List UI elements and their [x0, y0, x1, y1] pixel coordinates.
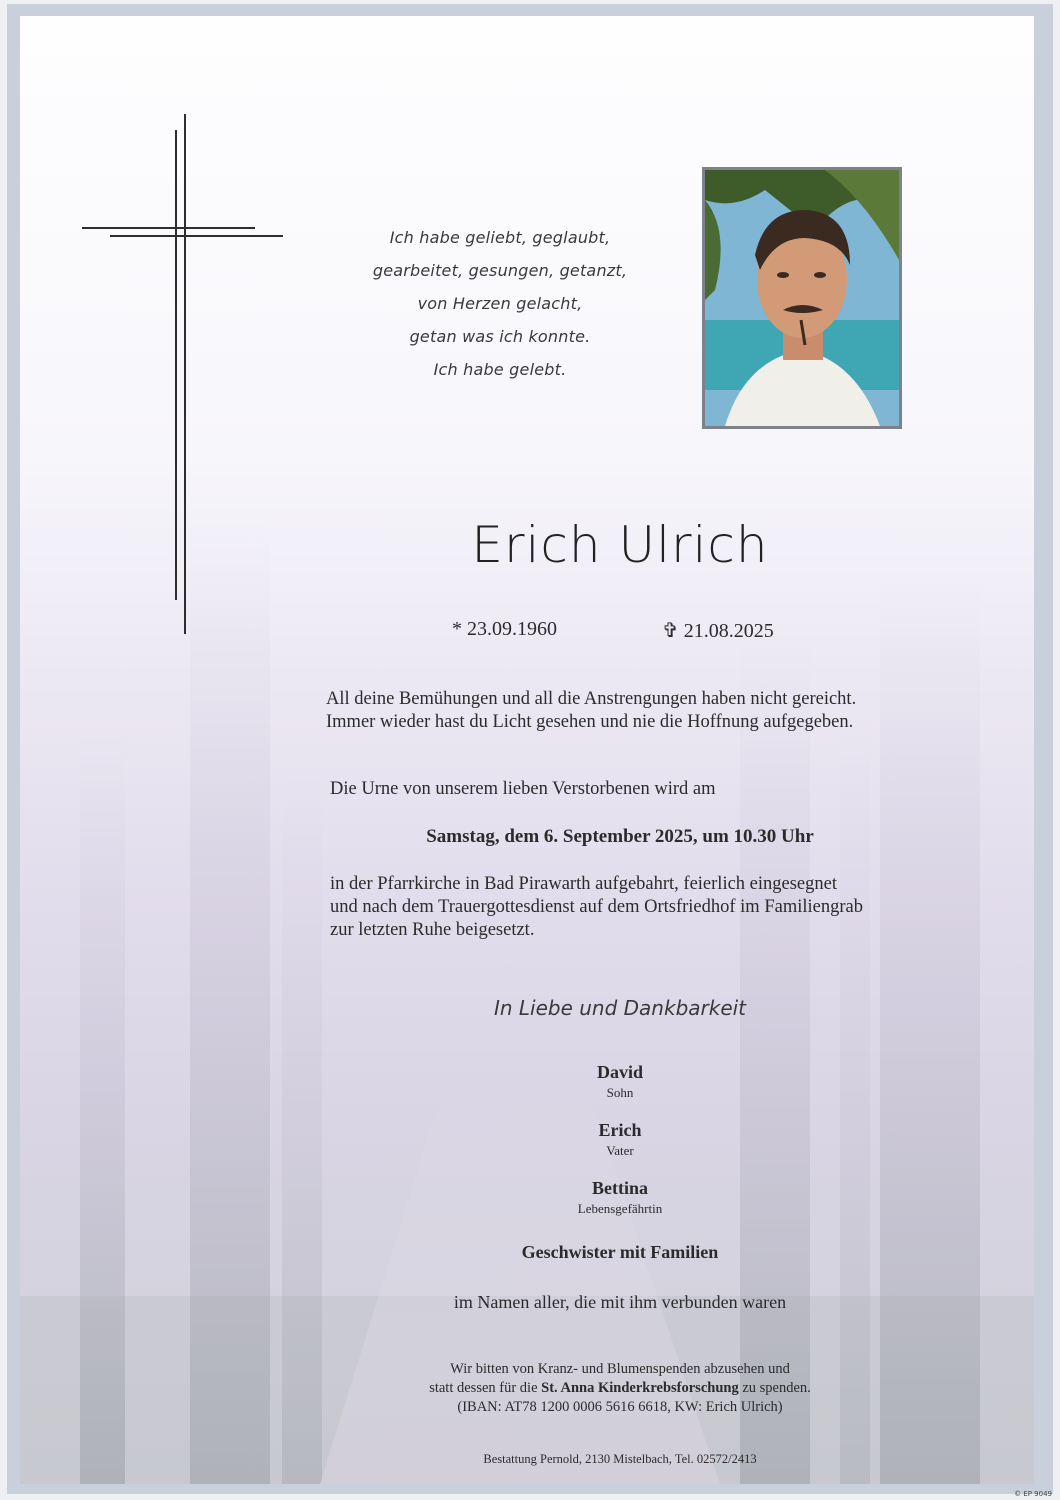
mourner-name: Erich [598, 1120, 642, 1140]
mourners-heading: In Liebe und Dankbarkeit [493, 996, 747, 1020]
memorial-quote [350, 221, 650, 386]
tribute-text [326, 688, 856, 734]
mourner-relation: Sohn [606, 1085, 634, 1100]
mourner-relation: Lebensgefährtin [577, 1201, 663, 1216]
quote-line: von Herzen gelacht, [417, 294, 583, 313]
quote-line: Ich habe geliebt, geglaubt, [389, 228, 611, 247]
undertaker-info: Bestattung Pernold, 2130 Mistelbach, Tel. 02572/2413 [483, 1452, 757, 1466]
tribute-line: All deine Bemühungen und all die Anstrengungen haben nicht gereicht. [326, 689, 857, 709]
mourner-name: Bettina [592, 1178, 648, 1198]
birth-date: * 23.09.1960 [452, 618, 557, 640]
tribute-line: Immer wieder hast du Licht gesehen und nie die Hoffnung aufgegeben. [326, 712, 854, 732]
mourner-relation: Vater [606, 1143, 634, 1158]
deceased-name: Erich Ulrich [471, 516, 769, 574]
donation-text: statt dessen für die [429, 1380, 542, 1396]
portrait-photo [702, 167, 902, 429]
ceremony-detail-line: in der Pfarrkirche in Bad Pirawarth aufgebahrt, feierlich eingesegnet [330, 874, 837, 894]
donation-text: zu spenden. [738, 1380, 811, 1396]
copyright-note: © EP 9049 [1014, 1490, 1052, 1498]
ceremony-detail-line: zur letzten Ruhe beigesetzt. [330, 920, 535, 940]
all-mourners-line: im Namen aller, die mit ihm verbunden waren [453, 1292, 787, 1312]
ceremony-detail-line: und nach dem Trauergottesdienst auf dem Ortsfriedhof im Familiengrab [330, 897, 863, 917]
obituary-page [20, 16, 1034, 1484]
donation-line: Wir bitten von Kranz- und Blumenspenden abzusehen und [450, 1361, 790, 1377]
donation-line [220, 1379, 1020, 1398]
quote-line: getan was ich konnte. [409, 327, 591, 346]
ceremony-intro: Die Urne von unserem lieben Verstorbenen wird am [330, 779, 716, 799]
donation-line: (IBAN: AT78 1200 0006 5616 6618, KW: Erich Ulrich) [457, 1399, 783, 1415]
quote-line: Ich habe gelebt. [433, 360, 567, 379]
mourner-name: David [596, 1062, 643, 1082]
charity-name: St. Anna Kinderkrebsforschung [541, 1380, 739, 1396]
death-date: ✞ 21.08.2025 [662, 620, 774, 642]
siblings-line: Geschwister mit Familien [521, 1242, 719, 1262]
ceremony-details [330, 873, 863, 942]
ceremony-date-time: Samstag, dem 6. September 2025, um 10.30 Uhr [426, 826, 814, 847]
quote-line: gearbeitet, gesungen, getanzt, [372, 261, 628, 280]
donation-request [220, 1360, 1020, 1417]
